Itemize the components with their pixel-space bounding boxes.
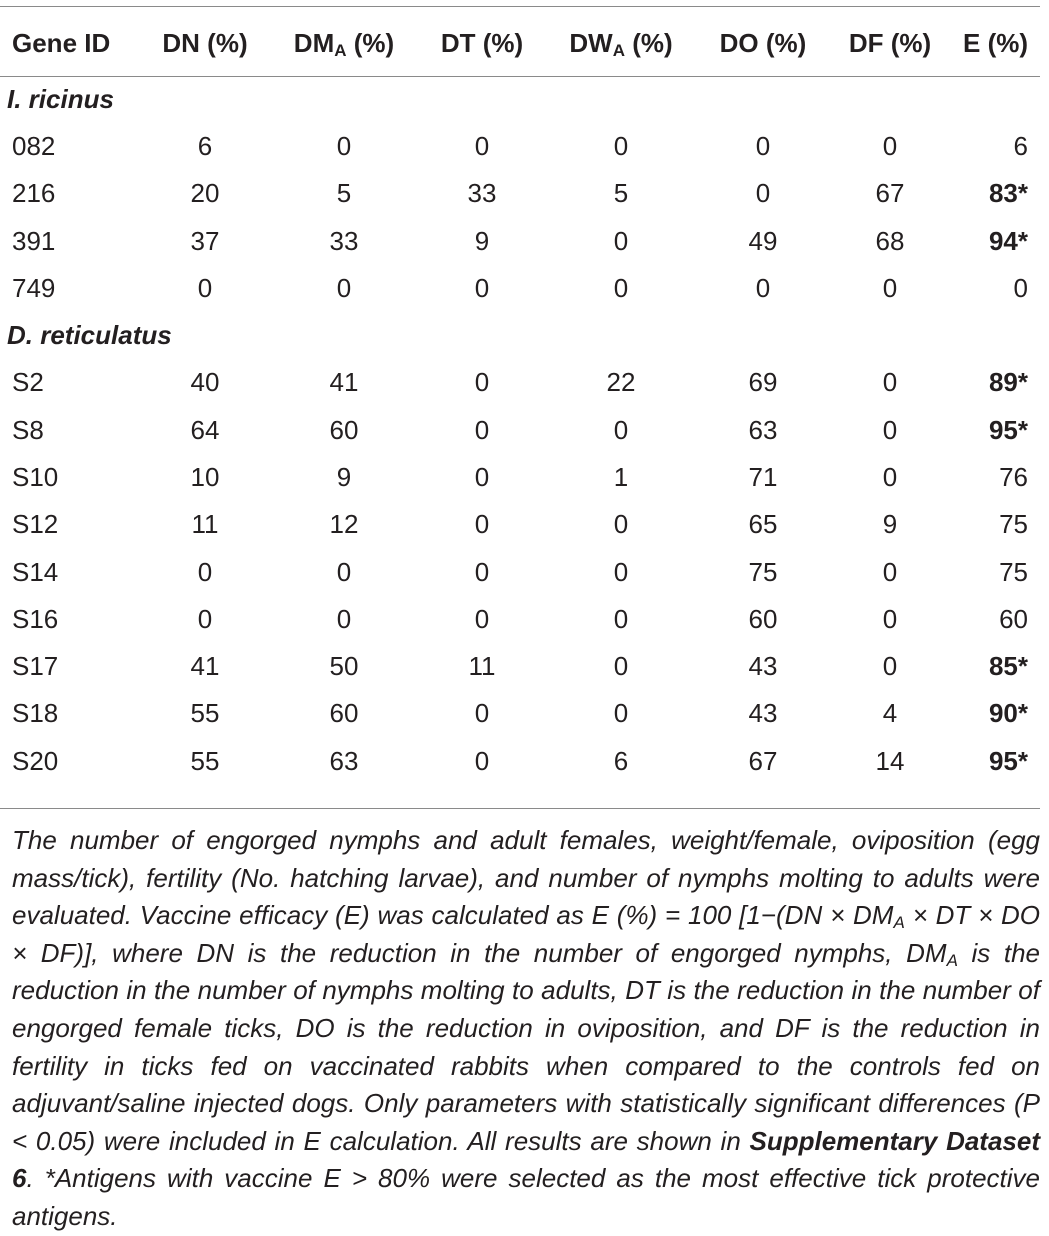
header-dma-text: DM xyxy=(293,27,335,58)
cell-dt: 0 xyxy=(474,131,490,162)
cell-dt: 0 xyxy=(474,745,490,776)
cell-id: 749 xyxy=(12,273,56,304)
table-row xyxy=(0,123,1040,170)
cell-e: 89* xyxy=(988,367,1028,398)
cell-do: 65 xyxy=(748,509,778,540)
cell-e: 94* xyxy=(988,225,1028,256)
footnote-text-1: The number of engorged nymphs and adult females, weight/female, oviposition (egg mass/tick), fertility (No. hatching larvae), and number of nymphs molting to adults were evaluated. Vaccine efficacy (E) was calculated as E (%) = 100 [1−(DN × DM xyxy=(12,825,1040,931)
cell-dwa: 0 xyxy=(613,509,629,540)
cell-do: 43 xyxy=(748,651,778,682)
table-row xyxy=(0,690,1040,737)
cell-e: 60 xyxy=(999,603,1028,634)
cell-dwa: 5 xyxy=(613,178,629,209)
cell-e: 6 xyxy=(1013,131,1028,162)
cell-dn: 40 xyxy=(190,367,220,398)
cell-dwa: 0 xyxy=(613,698,629,729)
cell-df: 67 xyxy=(875,178,905,209)
cell-dwa: 0 xyxy=(613,651,629,682)
cell-df: 0 xyxy=(882,461,898,492)
header-dma xyxy=(270,18,418,68)
cell-dn: 6 xyxy=(197,131,213,162)
cell-dt: 11 xyxy=(468,651,496,682)
supplementary-reference: Supplementary Dataset 6 xyxy=(12,1125,1041,1194)
cell-df: 14 xyxy=(875,745,905,776)
cell-e: 95* xyxy=(988,745,1028,776)
cell-dt: 0 xyxy=(474,461,490,492)
cell-dma: 5 xyxy=(336,178,352,209)
header-dwa-unit: (%) xyxy=(624,27,673,58)
cell-id: S16 xyxy=(12,603,59,634)
cell-df: 68 xyxy=(875,225,905,256)
cell-dn: 37 xyxy=(190,225,220,256)
cell-do: 60 xyxy=(748,603,778,634)
cell-id: 216 xyxy=(12,178,56,209)
cell-df: 0 xyxy=(882,651,898,682)
cell-do: 0 xyxy=(755,178,771,209)
cell-e: 0 xyxy=(1013,273,1028,304)
cell-dwa: 6 xyxy=(613,745,629,776)
species-name: D. reticulatus xyxy=(7,320,172,351)
header-df: DF (%) xyxy=(848,27,932,58)
header-do: DO (%) xyxy=(719,27,807,58)
cell-e: 83* xyxy=(988,178,1028,209)
cell-dma: 33 xyxy=(329,225,359,256)
cell-do: 71 xyxy=(748,461,778,492)
footnote-sub-1: A xyxy=(893,913,905,933)
header-dt: DT (%) xyxy=(440,27,524,58)
header-dma-unit: (%) xyxy=(346,27,395,58)
cell-dt: 0 xyxy=(474,698,490,729)
cell-dn: 64 xyxy=(190,414,220,445)
header-e: E (%) xyxy=(963,27,1028,58)
cell-e: 95* xyxy=(988,414,1028,445)
header-dwa-text: DW xyxy=(569,27,613,58)
cell-df: 0 xyxy=(882,131,898,162)
cell-do: 69 xyxy=(748,367,778,398)
cell-dt: 0 xyxy=(474,367,490,398)
species-group-row xyxy=(0,76,1040,123)
cell-df: 4 xyxy=(882,698,898,729)
cell-e: 85* xyxy=(988,651,1028,682)
cell-df: 9 xyxy=(882,509,898,540)
cell-do: 75 xyxy=(748,556,778,587)
cell-dwa: 0 xyxy=(613,556,629,587)
cell-df: 0 xyxy=(882,556,898,587)
cell-id: S18 xyxy=(12,698,59,729)
cell-dn: 20 xyxy=(190,178,220,209)
cell-id: 391 xyxy=(12,225,56,256)
cell-dwa: 0 xyxy=(613,225,629,256)
cell-id: S14 xyxy=(12,556,59,587)
cell-id: S10 xyxy=(12,461,59,492)
table-row xyxy=(0,738,1040,785)
cell-do: 63 xyxy=(748,414,778,445)
cell-do: 0 xyxy=(755,273,771,304)
footnote-text-4: . *Antigens with vaccine E > 80% were selected as the most effective tick protective antigens. xyxy=(12,1163,1040,1231)
cell-dwa: 22 xyxy=(606,367,636,398)
cell-dt: 0 xyxy=(474,414,490,445)
header-dn: DN (%) xyxy=(162,27,248,58)
cell-dma: 41 xyxy=(329,367,359,398)
table-row xyxy=(0,406,1040,453)
table-row xyxy=(0,359,1040,406)
table-footnote xyxy=(12,822,1040,1236)
cell-id: 082 xyxy=(12,131,56,162)
cell-dn: 41 xyxy=(190,651,220,682)
cell-do: 0 xyxy=(755,131,771,162)
cell-dwa: 0 xyxy=(613,414,629,445)
cell-dwa: 1 xyxy=(613,461,629,492)
table-row xyxy=(0,596,1040,643)
table-header-row xyxy=(0,18,1040,68)
cell-df: 0 xyxy=(882,414,898,445)
header-dwa xyxy=(546,18,696,68)
header-gene-id: Gene ID xyxy=(12,27,111,58)
cell-id: S17 xyxy=(12,651,59,682)
cell-dn: 11 xyxy=(191,509,219,540)
cell-df: 0 xyxy=(882,367,898,398)
cell-do: 43 xyxy=(748,698,778,729)
header-dwa-sub: A xyxy=(612,40,625,60)
cell-dma: 9 xyxy=(336,461,352,492)
cell-dma: 60 xyxy=(329,698,359,729)
cell-dwa: 0 xyxy=(613,131,629,162)
cell-dma: 0 xyxy=(336,131,352,162)
cell-dt: 9 xyxy=(474,225,490,256)
cell-dt: 0 xyxy=(474,556,490,587)
cell-dma: 0 xyxy=(336,603,352,634)
cell-do: 49 xyxy=(748,225,778,256)
table-body xyxy=(0,76,1040,785)
cell-id: S2 xyxy=(12,367,44,398)
cell-id: S20 xyxy=(12,745,59,776)
cell-id: S12 xyxy=(12,509,59,540)
cell-dt: 0 xyxy=(474,509,490,540)
bottom-rule xyxy=(0,808,1040,809)
footnote-text-2: × DT × DO × DF)], where DN is the reduction in the number of engorged nymphs, DM xyxy=(12,900,1040,968)
cell-e: 76 xyxy=(999,461,1028,492)
table-row xyxy=(0,643,1040,690)
cell-dma: 63 xyxy=(329,745,359,776)
cell-dwa: 0 xyxy=(613,273,629,304)
cell-dn: 0 xyxy=(197,603,213,634)
cell-dn: 0 xyxy=(197,273,213,304)
table-row xyxy=(0,218,1040,265)
cell-dma: 12 xyxy=(329,509,359,540)
table-row xyxy=(0,454,1040,501)
cell-dn: 55 xyxy=(190,745,220,776)
cell-e: 75 xyxy=(999,509,1028,540)
efficacy-table xyxy=(0,18,1040,785)
cell-dt: 0 xyxy=(474,603,490,634)
cell-df: 0 xyxy=(882,603,898,634)
cell-dn: 10 xyxy=(190,461,220,492)
table-row xyxy=(0,501,1040,548)
top-rule xyxy=(0,6,1040,7)
cell-dma: 0 xyxy=(336,556,352,587)
table-row xyxy=(0,265,1040,312)
table-row xyxy=(0,548,1040,595)
cell-e: 75 xyxy=(999,556,1028,587)
cell-dt: 0 xyxy=(474,273,490,304)
cell-id: S8 xyxy=(12,414,44,445)
cell-df: 0 xyxy=(882,273,898,304)
species-name: I. ricinus xyxy=(7,84,114,114)
cell-dt: 33 xyxy=(467,178,497,209)
table-row xyxy=(0,170,1040,217)
cell-dn: 0 xyxy=(197,556,213,587)
cell-dwa: 0 xyxy=(613,603,629,634)
cell-dma: 50 xyxy=(329,651,359,682)
footnote-text-3: is the reduction in the number of nymphs molting to adults, DT is the reduction in the number of engorged female ticks, DO is the reduction in oviposition, and DF is the reduction in fertility in ticks fed on vaccinated rabbits when compared to the controls fed on adjuvant/saline injected dogs. Only parameters with statistically significant differences (P < 0.05) were included in E calculation. All results are shown in xyxy=(12,937,1040,1156)
footnote-sub-2: A xyxy=(946,950,958,970)
cell-dma: 60 xyxy=(329,414,359,445)
cell-dma: 0 xyxy=(336,273,352,304)
header-dma-sub: A xyxy=(334,40,347,60)
cell-do: 67 xyxy=(748,745,778,776)
cell-e: 90* xyxy=(988,698,1028,729)
cell-dn: 55 xyxy=(190,698,220,729)
species-group-row xyxy=(0,312,1040,359)
